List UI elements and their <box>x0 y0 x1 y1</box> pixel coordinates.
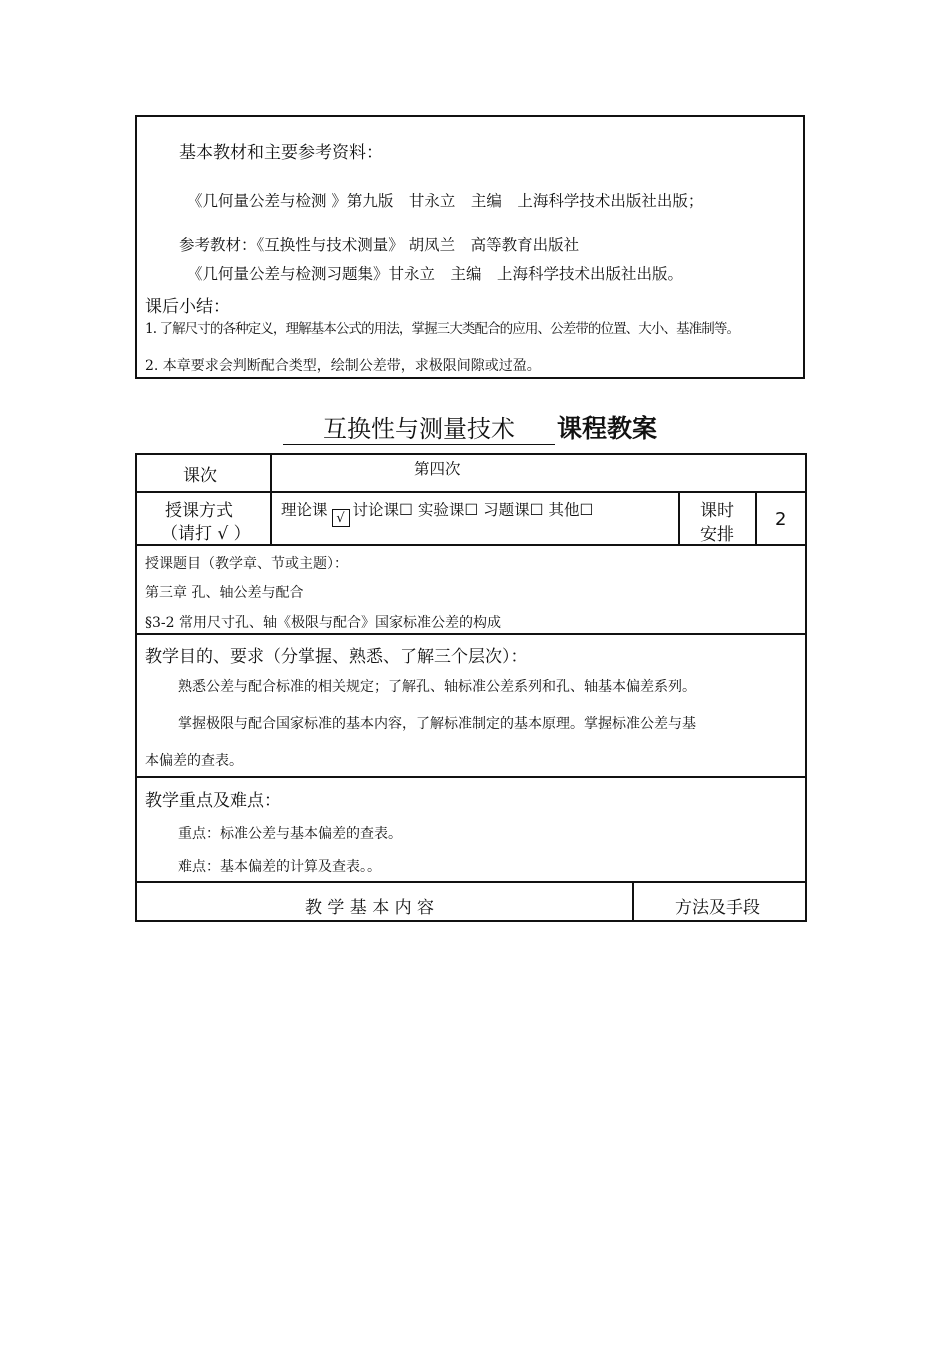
content-header: 教 学 基 本 内 容 <box>305 898 435 918</box>
method-header: 方法及手段 <box>675 898 760 918</box>
course-subtitle: 互换性与测量技术 <box>283 414 555 445</box>
topic-chapter: 第三章 孔、轴公差与配合 <box>145 585 304 601</box>
mode-label-hint: （请打 √ ） <box>161 524 251 544</box>
key-heading: 教学重点及难点： <box>145 791 281 811</box>
references-box <box>135 115 805 379</box>
lesson-plan-table <box>135 453 807 922</box>
mode-options <box>281 498 594 526</box>
reference-textbook: 参考教材：《互换性与技术测量》 胡凤兰 高等教育出版社 <box>179 236 580 254</box>
goal-item-2-cont: 本偏差的查表。 <box>145 753 243 769</box>
key-point: 重点：标准公差与基本偏差的查表。 <box>178 826 402 842</box>
references-heading: 基本教材和主要参考资料： <box>179 143 383 163</box>
course-title <box>0 412 952 452</box>
goal-item-2: 掌握极限与配合国家标准的基本内容，了解标准制定的基本原理。掌握标准公差与基 <box>178 716 696 732</box>
goal-item-1: 熟悉公差与配合标准的相关规定；了解孔、轴标准公差系列和孔、轴基本偏差系列。 <box>178 679 696 695</box>
session-label: 课次 <box>183 466 217 486</box>
summary-item-1: 1. 了解尺寸的各种定义，理解基本公式的用法，掌握三大类配合的应用、公差带的位置、大小、基准制等。 <box>145 321 740 337</box>
hours-value: 2 <box>775 509 787 530</box>
mode-other-options: 讨论课☐ 实验课☐ 习题课☐ 其他☐ <box>352 501 594 519</box>
main-textbook: 《几何量公差与检测 》第九版 甘永立 主编 上海科学技术出版社出版； <box>187 192 704 210</box>
goal-heading: 教学目的、要求（分掌握、熟悉、了解三个层次）： <box>145 647 528 667</box>
summary-item-2: 2. 本章要求会判断配合类型，绘制公差带，求极限间隙或过盈。 <box>145 358 541 374</box>
summary-heading: 课后小结： <box>145 297 230 317</box>
exercise-book: 《几何量公差与检测习题集》甘永立 主编 上海科学技术出版社出版。 <box>187 265 684 283</box>
topic-section: §3-2 常用尺寸孔、轴《极限与配合》国家标准公差的构成 <box>145 615 501 631</box>
session-value: 第四次 <box>414 460 461 478</box>
hours-label: 课时 <box>700 501 734 521</box>
mode-theory-label: 理论课 <box>281 501 328 519</box>
topic-label: 授课题目（教学章、节或主题）： <box>145 556 348 572</box>
course-main-title: 课程教案 <box>557 414 658 443</box>
difficulty-point: 难点：基本偏差的计算及查表。。 <box>178 859 381 875</box>
hours-label-2: 安排 <box>700 525 734 545</box>
theory-checkbox[interactable]: √ <box>332 509 350 527</box>
mode-label: 授课方式 <box>165 501 233 521</box>
